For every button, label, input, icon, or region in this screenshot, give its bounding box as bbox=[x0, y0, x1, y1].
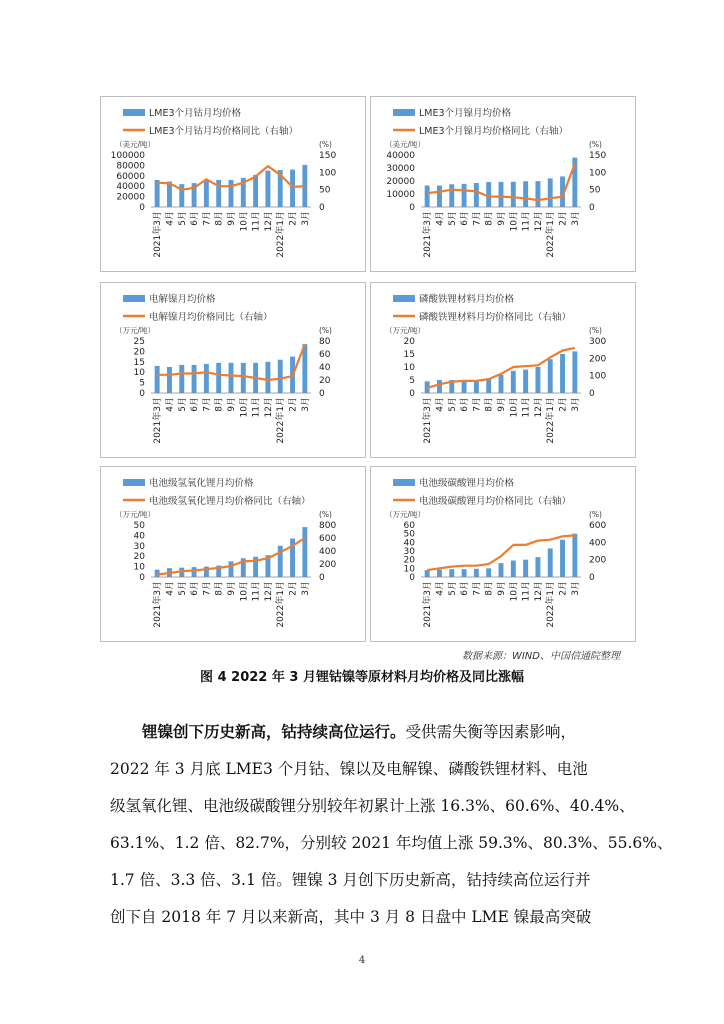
left-axis-unit: （万元/吨） bbox=[385, 510, 426, 519]
bar bbox=[437, 570, 442, 577]
right-axis-unit: (%) bbox=[589, 510, 602, 519]
bar bbox=[523, 370, 528, 393]
legend-bar-label: LME3个月镍月均价格 bbox=[419, 108, 512, 119]
x-tick-label: 3月 bbox=[570, 581, 581, 596]
bar bbox=[535, 181, 540, 207]
legend-line-label: 电池级碳酸锂月均价格同比（右轴） bbox=[419, 496, 572, 507]
left-axis-unit: （美元/吨） bbox=[385, 140, 426, 149]
x-tick-label: 8月 bbox=[214, 581, 225, 596]
bar bbox=[179, 184, 184, 207]
right-axis-unit: (%) bbox=[319, 510, 332, 519]
left-tick-label: 20 bbox=[133, 347, 145, 358]
bar bbox=[204, 364, 209, 393]
bar bbox=[437, 380, 442, 393]
x-tick-label: 4月 bbox=[165, 211, 176, 226]
right-tick-label: 200 bbox=[589, 555, 607, 566]
x-tick-label: 5月 bbox=[177, 397, 188, 412]
x-tick-label: 11月 bbox=[521, 211, 532, 232]
bar bbox=[474, 183, 479, 207]
bar bbox=[511, 561, 516, 577]
x-tick-label: 6月 bbox=[460, 211, 471, 226]
x-tick-label: 2021年3月 bbox=[153, 211, 164, 258]
bar bbox=[548, 178, 553, 207]
bar bbox=[278, 360, 283, 393]
paragraph-line-6: 创下自 2018 年 7 月以来新高，其中 3 月 8 日盘中 LME 镍最高突破 bbox=[110, 908, 592, 926]
bar bbox=[265, 362, 270, 393]
x-tick-label: 9月 bbox=[497, 211, 507, 226]
left-axis-unit: （万元/吨） bbox=[385, 326, 426, 335]
x-tick-label: 4月 bbox=[165, 581, 176, 596]
x-tick-label: 4月 bbox=[435, 397, 446, 412]
chart-panel-electrolytic-nickel bbox=[100, 282, 366, 458]
right-tick-label: 150 bbox=[589, 151, 607, 161]
legend-line-label: 电解镍月均价格同比（右轴） bbox=[149, 312, 273, 323]
right-tick-label: 200 bbox=[319, 560, 337, 570]
left-tick-label: 20000 bbox=[116, 192, 145, 203]
figure-caption: 图 4 2022 年 3 月锂钴镍等原材料月均价格及同比涨幅 bbox=[200, 670, 524, 685]
x-tick-label: 7月 bbox=[472, 211, 483, 226]
x-tick-label: 2021年3月 bbox=[423, 581, 434, 628]
legend-bar-label: 磷酸铁锂材料月均价格 bbox=[419, 294, 515, 305]
right-tick-label: 800 bbox=[319, 521, 337, 531]
legend-bar-swatch bbox=[123, 109, 145, 116]
left-tick-label: 0 bbox=[139, 203, 145, 213]
bar bbox=[216, 363, 221, 393]
bar bbox=[523, 560, 528, 577]
right-tick-label: 100 bbox=[589, 371, 607, 382]
right-tick-label: 0 bbox=[589, 573, 595, 583]
left-tick-label: 10 bbox=[403, 564, 415, 575]
x-tick-label: 6月 bbox=[190, 211, 201, 226]
legend-bar-label: 电池级碳酸锂月均价格 bbox=[419, 478, 515, 489]
x-tick-label: 10月 bbox=[509, 581, 520, 602]
x-tick-label: 9月 bbox=[497, 397, 507, 412]
chart-svg bbox=[101, 283, 365, 457]
chart-svg bbox=[101, 97, 365, 271]
x-tick-label: 11月 bbox=[521, 397, 532, 418]
x-tick-label: 2月 bbox=[558, 581, 569, 596]
legend-bar-swatch bbox=[123, 295, 145, 302]
bar bbox=[474, 569, 479, 577]
bar bbox=[572, 534, 577, 577]
legend-line-label: 电池级氢氧化锂月均价格同比（右轴） bbox=[149, 496, 311, 507]
left-tick-label: 60 bbox=[403, 521, 415, 531]
x-tick-label: 3月 bbox=[570, 211, 581, 226]
bar bbox=[290, 170, 295, 207]
left-tick-label: 10 bbox=[133, 368, 145, 379]
x-tick-label: 8月 bbox=[484, 397, 495, 412]
x-tick-label: 2月 bbox=[558, 397, 569, 412]
chart-panel-nickel bbox=[370, 96, 636, 272]
x-tick-label: 7月 bbox=[202, 581, 213, 596]
right-tick-label: 600 bbox=[589, 521, 607, 531]
x-tick-label: 2月 bbox=[288, 397, 299, 412]
legend-line-label: LME3个月镍月均价格同比（右轴） bbox=[419, 126, 569, 137]
left-tick-label: 20 bbox=[133, 552, 145, 563]
left-tick-label: 40000 bbox=[386, 151, 415, 161]
right-tick-label: 40 bbox=[319, 363, 331, 373]
x-tick-label: 8月 bbox=[484, 581, 495, 596]
paragraph-line-5: 1.7 倍、3.3 倍、3.1 倍。锂镍 3 月创下历史新高，钴持续高位运行并 bbox=[110, 871, 591, 889]
x-tick-label: 5月 bbox=[447, 211, 458, 226]
left-axis-unit: （万元/吨） bbox=[115, 326, 156, 335]
left-tick-label: 20000 bbox=[386, 177, 415, 187]
legend-bar-label: LME3个月钴月均价格 bbox=[149, 108, 242, 119]
left-tick-label: 0 bbox=[409, 573, 415, 583]
x-tick-label: 11月 bbox=[251, 581, 262, 602]
x-tick-label: 2月 bbox=[558, 211, 569, 226]
left-tick-label: 20 bbox=[403, 337, 415, 347]
x-tick-label: 12月 bbox=[533, 581, 544, 602]
legend-bar-swatch bbox=[393, 109, 415, 116]
bar bbox=[535, 367, 540, 393]
left-tick-label: 25 bbox=[133, 337, 145, 347]
left-tick-label: 0 bbox=[409, 203, 415, 213]
left-tick-label: 15 bbox=[133, 357, 145, 368]
x-tick-label: 5月 bbox=[447, 397, 458, 412]
paragraph-line-1 bbox=[110, 713, 620, 751]
left-tick-label: 40 bbox=[403, 538, 415, 549]
x-tick-label: 2022年1月 bbox=[546, 211, 557, 258]
x-tick-label: 9月 bbox=[227, 211, 237, 226]
bar bbox=[167, 367, 172, 393]
left-tick-label: 40 bbox=[133, 531, 145, 542]
x-tick-label: 2022年1月 bbox=[546, 581, 557, 628]
bar bbox=[229, 363, 234, 393]
x-tick-label: 2022年1月 bbox=[276, 397, 287, 444]
x-tick-label: 6月 bbox=[190, 581, 201, 596]
right-axis-unit: (%) bbox=[589, 140, 602, 149]
x-tick-label: 11月 bbox=[251, 211, 262, 232]
x-tick-label: 4月 bbox=[165, 397, 176, 412]
x-tick-label: 10月 bbox=[509, 211, 520, 232]
bar bbox=[155, 366, 160, 393]
paragraph-line-2: 2022 年 3 月底 LME3 个月钴、镍以及电解镍、磷酸铁锂材料、电池 bbox=[110, 760, 588, 778]
left-tick-label: 40000 bbox=[116, 182, 145, 193]
right-axis-unit: (%) bbox=[319, 140, 332, 149]
left-tick-label: 0 bbox=[139, 389, 145, 399]
x-tick-label: 3月 bbox=[300, 397, 311, 412]
bar bbox=[499, 375, 504, 393]
right-tick-label: 0 bbox=[589, 203, 595, 213]
x-tick-label: 10月 bbox=[239, 211, 250, 232]
x-tick-label: 2月 bbox=[288, 581, 299, 596]
x-tick-label: 5月 bbox=[447, 581, 458, 596]
left-tick-label: 10 bbox=[403, 363, 415, 373]
right-tick-label: 80 bbox=[319, 337, 331, 347]
x-tick-label: 10月 bbox=[239, 397, 250, 418]
left-tick-label: 30000 bbox=[386, 164, 415, 174]
bar bbox=[499, 563, 504, 577]
left-tick-label: 60000 bbox=[116, 171, 145, 182]
bar bbox=[449, 569, 454, 577]
bar bbox=[229, 561, 234, 577]
legend-line-label: LME3个月钴月均价格同比（右轴） bbox=[149, 126, 299, 137]
chart-panel-lithium-carbonate bbox=[370, 466, 636, 642]
chart-svg bbox=[371, 97, 635, 271]
bar bbox=[204, 180, 209, 207]
left-tick-label: 10 bbox=[133, 562, 145, 573]
x-tick-label: 3月 bbox=[570, 397, 581, 412]
page-number: 4 bbox=[358, 955, 366, 966]
bar bbox=[486, 568, 491, 577]
legend-line-label: 磷酸铁锂材料月均价格同比（右轴） bbox=[419, 312, 572, 323]
right-tick-label: 0 bbox=[589, 389, 595, 399]
x-tick-label: 2021年3月 bbox=[423, 397, 434, 444]
data-source-note: 数据来源：WIND、中国信通院整理 bbox=[461, 651, 620, 662]
left-axis-unit: （美元/吨） bbox=[115, 140, 156, 149]
left-tick-label: 5 bbox=[139, 378, 145, 389]
paragraph-line-3: 级氢氧化锂、电池级碳酸锂分别较年初累计上涨 16.3%、60.6%、40.4%、 bbox=[110, 797, 635, 815]
x-tick-label: 12月 bbox=[263, 581, 274, 602]
x-tick-label: 12月 bbox=[533, 211, 544, 232]
left-tick-label: 15 bbox=[403, 350, 415, 360]
right-tick-label: 100 bbox=[319, 168, 337, 179]
right-tick-label: 150 bbox=[319, 151, 337, 161]
x-tick-label: 12月 bbox=[263, 211, 274, 232]
x-tick-label: 10月 bbox=[509, 397, 520, 418]
x-tick-label: 6月 bbox=[190, 397, 201, 412]
bar bbox=[486, 182, 491, 207]
left-tick-label: 50 bbox=[403, 529, 415, 540]
right-tick-label: 200 bbox=[589, 354, 607, 365]
x-tick-label: 7月 bbox=[472, 397, 483, 412]
x-tick-label: 2022年1月 bbox=[546, 397, 557, 444]
paragraph-line-4: 63.1%、1.2 倍、82.7%，分别较 2021 年均值上涨 59.3%、80.3%、55.6%、 bbox=[110, 834, 673, 852]
x-tick-label: 7月 bbox=[202, 211, 213, 226]
bar bbox=[548, 548, 553, 577]
right-tick-label: 50 bbox=[319, 185, 331, 196]
bar bbox=[572, 351, 577, 393]
x-tick-label: 11月 bbox=[521, 581, 532, 602]
body-paragraph bbox=[110, 713, 673, 936]
left-tick-label: 100000 bbox=[110, 151, 145, 161]
right-tick-label: 600 bbox=[319, 534, 337, 544]
chart-panel-lithium-hydroxide bbox=[100, 466, 366, 642]
left-tick-label: 80000 bbox=[116, 161, 145, 172]
chart-svg bbox=[101, 467, 365, 641]
x-tick-label: 2月 bbox=[288, 211, 299, 226]
bar bbox=[155, 180, 160, 207]
x-tick-label: 4月 bbox=[435, 211, 446, 226]
bar bbox=[560, 540, 565, 577]
right-axis-unit: (%) bbox=[589, 326, 602, 335]
bar bbox=[511, 182, 516, 207]
left-tick-label: 30 bbox=[403, 547, 415, 557]
left-tick-label: 0 bbox=[139, 573, 145, 583]
left-tick-label: 10000 bbox=[386, 190, 415, 200]
legend-bar-label: 电解镍月均价格 bbox=[149, 294, 216, 305]
bar bbox=[192, 365, 197, 393]
chart-panel-lfp bbox=[370, 282, 636, 458]
x-tick-label: 8月 bbox=[214, 211, 225, 226]
x-tick-label: 3月 bbox=[300, 581, 311, 596]
bar bbox=[449, 184, 454, 207]
legend-bar-label: 电池级氢氧化锂月均价格 bbox=[149, 478, 254, 489]
right-tick-label: 0 bbox=[319, 389, 325, 399]
paragraph-line-1-rest: 受供需失衡等因素影响， bbox=[405, 723, 577, 741]
bar bbox=[265, 171, 270, 207]
bar bbox=[253, 175, 258, 207]
right-tick-label: 50 bbox=[589, 185, 601, 196]
bar bbox=[511, 371, 516, 393]
left-tick-label: 5 bbox=[409, 376, 415, 386]
legend-bar-swatch bbox=[393, 295, 415, 302]
x-tick-label: 12月 bbox=[533, 397, 544, 418]
bar bbox=[535, 557, 540, 577]
bar bbox=[241, 363, 246, 393]
bar bbox=[499, 182, 504, 207]
x-tick-label: 2021年3月 bbox=[153, 397, 164, 444]
legend-bar-swatch bbox=[393, 479, 415, 486]
x-tick-label: 9月 bbox=[227, 397, 237, 412]
bar bbox=[229, 180, 234, 207]
right-tick-label: 0 bbox=[319, 573, 325, 583]
x-tick-label: 7月 bbox=[202, 397, 213, 412]
x-tick-label: 8月 bbox=[484, 211, 495, 226]
right-tick-label: 400 bbox=[589, 538, 607, 549]
legend-bar-swatch bbox=[123, 479, 145, 486]
bar bbox=[425, 186, 430, 207]
left-tick-label: 50 bbox=[133, 521, 145, 531]
x-tick-label: 9月 bbox=[227, 581, 237, 596]
x-tick-label: 2022年1月 bbox=[276, 581, 287, 628]
right-tick-label: 20 bbox=[319, 376, 331, 386]
bar bbox=[486, 379, 491, 393]
left-tick-label: 20 bbox=[403, 555, 415, 566]
right-tick-label: 100 bbox=[589, 168, 607, 179]
x-tick-label: 5月 bbox=[177, 211, 188, 226]
bar bbox=[302, 527, 307, 577]
right-tick-label: 400 bbox=[319, 547, 337, 557]
left-axis-unit: （万元/吨） bbox=[115, 510, 156, 519]
x-tick-label: 2021年3月 bbox=[423, 211, 434, 258]
left-tick-label: 30 bbox=[133, 541, 145, 552]
x-tick-label: 10月 bbox=[239, 581, 250, 602]
paragraph-lead: 锂镍创下历史新高，钴持续高位运行。 bbox=[142, 722, 406, 741]
x-tick-label: 11月 bbox=[251, 397, 262, 418]
chart-svg bbox=[371, 467, 635, 641]
bar bbox=[462, 184, 467, 207]
x-tick-label: 8月 bbox=[214, 397, 225, 412]
bar bbox=[192, 567, 197, 577]
bar bbox=[179, 365, 184, 393]
x-tick-label: 2021年3月 bbox=[153, 581, 164, 628]
right-tick-label: 60 bbox=[319, 350, 331, 360]
x-tick-label: 7月 bbox=[472, 581, 483, 596]
chart-svg bbox=[371, 283, 635, 457]
x-tick-label: 12月 bbox=[263, 397, 274, 418]
left-tick-label: 0 bbox=[409, 389, 415, 399]
x-tick-label: 9月 bbox=[497, 581, 507, 596]
chart-panel-cobalt bbox=[100, 96, 366, 272]
right-axis-unit: (%) bbox=[319, 326, 332, 335]
x-tick-label: 6月 bbox=[460, 397, 471, 412]
bar bbox=[425, 570, 430, 577]
right-tick-label: 300 bbox=[589, 337, 607, 347]
bar bbox=[437, 186, 442, 207]
x-tick-label: 5月 bbox=[177, 581, 188, 596]
bar bbox=[548, 359, 553, 393]
x-tick-label: 6月 bbox=[460, 581, 471, 596]
x-tick-label: 2022年1月 bbox=[276, 211, 287, 258]
bar bbox=[560, 354, 565, 393]
bar bbox=[462, 569, 467, 577]
x-tick-label: 3月 bbox=[300, 211, 311, 226]
right-tick-label: 0 bbox=[319, 203, 325, 213]
bar bbox=[523, 181, 528, 207]
x-tick-label: 4月 bbox=[435, 581, 446, 596]
